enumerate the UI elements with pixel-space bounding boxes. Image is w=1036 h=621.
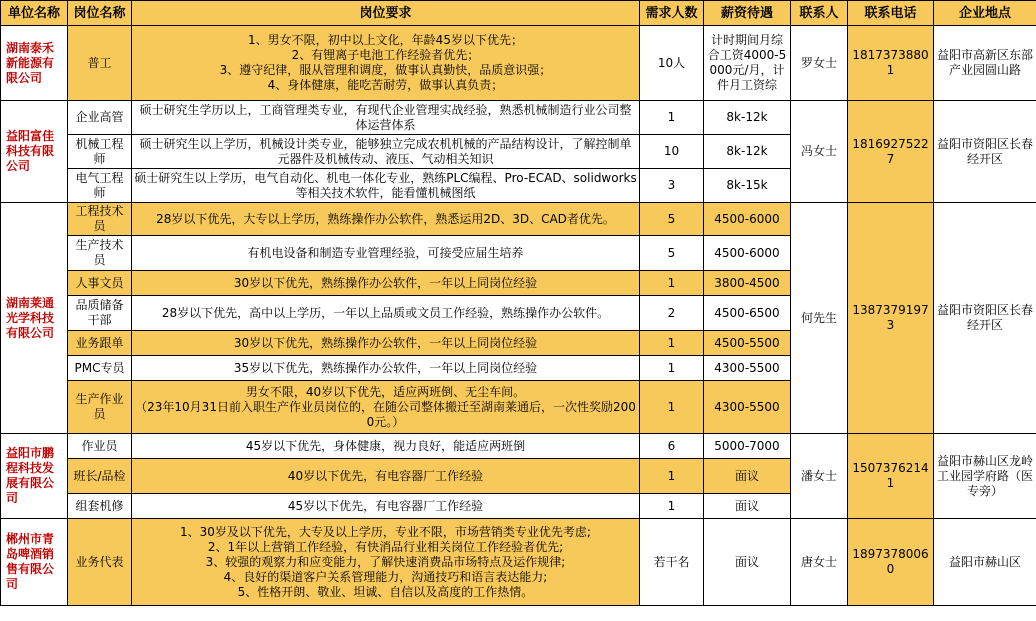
req-line: 2、1年以上营销工作经验，有快消品行业相关岗位工作经验者优先; xyxy=(207,539,564,554)
job-salary: 4500-6000 xyxy=(704,203,791,236)
company-location: 益阳市资阳区长春经开区 xyxy=(934,203,1036,434)
job-title: 生产技术员 xyxy=(68,236,132,271)
job-requirements: 28岁以下优先，大专以上学历，熟练操作办公软件，熟悉运用2D、3D、CAD者优先。 xyxy=(132,203,640,236)
job-count: 5 xyxy=(640,203,704,236)
job-salary: 3800-4500 xyxy=(704,271,791,296)
job-title: 作业员 xyxy=(68,434,132,459)
job-count: 1 xyxy=(640,459,704,494)
header-location: 企业地点 xyxy=(934,1,1036,26)
job-requirements: 30岁以下优先，熟练操作办公软件，一年以上同岗位经验 xyxy=(132,331,640,356)
table-row xyxy=(1,26,1036,101)
job-salary: 面议 xyxy=(704,459,791,494)
contact-phone: 15073762141 xyxy=(848,434,934,519)
contact-person: 潘女士 xyxy=(791,434,848,519)
job-salary: 8k-12k xyxy=(704,101,791,135)
contact-person: 冯女士 xyxy=(791,101,848,203)
contact-person: 唐女士 xyxy=(791,519,848,606)
job-count: 1 xyxy=(640,494,704,519)
contact-phone: 18973780060 xyxy=(848,519,934,606)
header-contact: 联系人 xyxy=(791,1,848,26)
contact-person: 罗女士 xyxy=(791,26,848,101)
job-title: 电气工程师 xyxy=(68,169,132,203)
job-requirements: 45岁以下优先，身体健康，视力良好，能适应两班倒 xyxy=(132,434,640,459)
job-count: 1 xyxy=(640,356,704,381)
job-title: 品质储备干部 xyxy=(68,296,132,331)
job-requirements: 40岁以下优先，有电容器厂工作经验 xyxy=(132,459,640,494)
job-salary: 8k-15k xyxy=(704,169,791,203)
job-count: 1 xyxy=(640,381,704,434)
req-line: 5、性格开朗、敬业、坦诚、自信以及高度的工作热情。 xyxy=(237,584,534,599)
job-requirements xyxy=(132,519,640,606)
header-count: 需求人数 xyxy=(640,1,704,26)
table-row xyxy=(1,203,1036,236)
job-title: 生产作业员 xyxy=(68,381,132,434)
job-requirements: 有机电设备和制造专业管理经验，可接受应届生培养 xyxy=(132,236,640,271)
job-count: 1 xyxy=(640,101,704,135)
job-salary: 4300-5500 xyxy=(704,356,791,381)
job-requirements: 35岁以下优先，熟练操作办公软件，一年以上同岗位经验 xyxy=(132,356,640,381)
req-line: 男女不限，40岁以下优先，适应两班倒、无尘车间。 xyxy=(245,384,526,399)
company-name: 郴州市青岛啤酒销售有限公司 xyxy=(1,519,68,606)
job-salary: 4500-6000 xyxy=(704,236,791,271)
job-requirements: 硕士研究生学历以上，工商管理类专业，有现代企业管理实战经验，熟悉机械制造行业公司整体运营体系 xyxy=(132,101,640,135)
contact-person: 何先生 xyxy=(791,203,848,434)
header-phone: 联系电话 xyxy=(848,1,934,26)
contact-phone: 18169275227 xyxy=(848,101,934,203)
job-count: 10 xyxy=(640,135,704,169)
header-salary: 薪资待遇 xyxy=(704,1,791,26)
company-location: 益阳市赫山区龙岭 工业园学府路（医专旁） xyxy=(934,434,1036,519)
table-row xyxy=(1,434,1036,459)
req-line: 1、30岁及以下优先，大专及以上学历，专业不限，市场营销类专业优先考虑; xyxy=(180,524,591,539)
job-requirements xyxy=(132,26,640,101)
contact-phone: 13873791973 xyxy=(848,203,934,434)
req-line: 3、遵守纪律，服从管理和调度，做事认真勤快，品质意识强； xyxy=(219,63,552,77)
req-line: 4、身体健康，能吃苦耐劳，做事认真负责； xyxy=(267,78,504,92)
job-requirements: 45岁以下优先，有电容器厂工作经验 xyxy=(132,494,640,519)
job-count: 3 xyxy=(640,169,704,203)
req-line: 4、良好的渠道客户关系管理能力，沟通技巧和语言表达能力; xyxy=(223,569,548,584)
table-row xyxy=(1,519,1036,606)
header-requirements: 岗位要求 xyxy=(132,1,640,26)
job-title: 工程技术员 xyxy=(68,203,132,236)
job-requirements: 硕士研究生以上学历，电气自动化、机电一体化专业，熟练PLC编程、Pro-ECAD、solidworks等相关技术软件，能看懂机械图纸 xyxy=(132,169,640,203)
header-row xyxy=(1,1,1036,26)
company-name: 益阳市鹏程科技发展有限公司 xyxy=(1,434,68,519)
job-count: 1 xyxy=(640,331,704,356)
job-title: 普工 xyxy=(68,26,132,101)
job-title: 企业高管 xyxy=(68,101,132,135)
contact-phone: 18173738801 xyxy=(848,26,934,101)
job-count: 2 xyxy=(640,296,704,331)
job-salary: 计时期间月综合工资4000-5000元/月，计件月工资综 xyxy=(704,26,791,101)
job-requirements: 30岁以下优先，熟练操作办公软件，一年以上同岗位经验 xyxy=(132,271,640,296)
job-title: PMC专员 xyxy=(68,356,132,381)
job-title: 机械工程师 xyxy=(68,135,132,169)
job-salary: 4500-5500 xyxy=(704,331,791,356)
job-title: 班长/品检 xyxy=(68,459,132,494)
job-title: 人事文员 xyxy=(68,271,132,296)
company-name: 湖南莱通光学科技有限公司 xyxy=(1,203,68,434)
company-location: 益阳市资阳区长春经开区 xyxy=(934,101,1036,203)
req-line: 1、男女不限，初中以上文化，年龄45岁以下优先； xyxy=(248,33,523,47)
job-requirements xyxy=(132,381,640,434)
job-count: 5 xyxy=(640,236,704,271)
req-line: 2、有锂离子电池工作经验者优先； xyxy=(291,48,480,62)
table-row xyxy=(1,101,1036,135)
header-company: 单位名称 xyxy=(1,1,68,26)
req-line: （23年10月31日前入职生产作业员岗位的，在随公司整体搬迁至湖南莱通后，一次性奖励2000元。） xyxy=(135,399,636,429)
header-position: 岗位名称 xyxy=(68,1,132,26)
job-salary: 面议 xyxy=(704,494,791,519)
job-count: 1 xyxy=(640,271,704,296)
job-salary: 4500-6500 xyxy=(704,296,791,331)
company-name: 湖南泰禾新能源有限公司 xyxy=(1,26,68,101)
job-title: 业务代表 xyxy=(68,519,132,606)
job-count: 6 xyxy=(640,434,704,459)
job-salary: 8k-12k xyxy=(704,135,791,169)
job-salary: 4300-5500 xyxy=(704,381,791,434)
job-requirements: 硕士研究生以上学历，机械设计类专业，能够独立完成农机机械的产品结构设计，了解控制单元器件及机械传动、液压、气动相关知识 xyxy=(132,135,640,169)
company-location: 益阳市高新区东部产业园圆山路 xyxy=(934,26,1036,101)
job-salary: 面议 xyxy=(704,519,791,606)
job-salary: 5000-7000 xyxy=(704,434,791,459)
job-requirements: 28岁以下优先，高中以上学历，一年以上品质或文员工作经验，熟练操作办公软件。 xyxy=(132,296,640,331)
req-line: 3、较强的观察力和应变能力，了解快速消费品市场特点及运作规律; xyxy=(205,554,566,569)
job-title: 业务跟单 xyxy=(68,331,132,356)
job-count: 若干名 xyxy=(640,519,704,606)
job-title: 组套机修 xyxy=(68,494,132,519)
job-count: 10人 xyxy=(640,26,704,101)
company-name: 益阳富佳科技有限公司 xyxy=(1,101,68,203)
company-location: 益阳市赫山区 xyxy=(934,519,1036,606)
